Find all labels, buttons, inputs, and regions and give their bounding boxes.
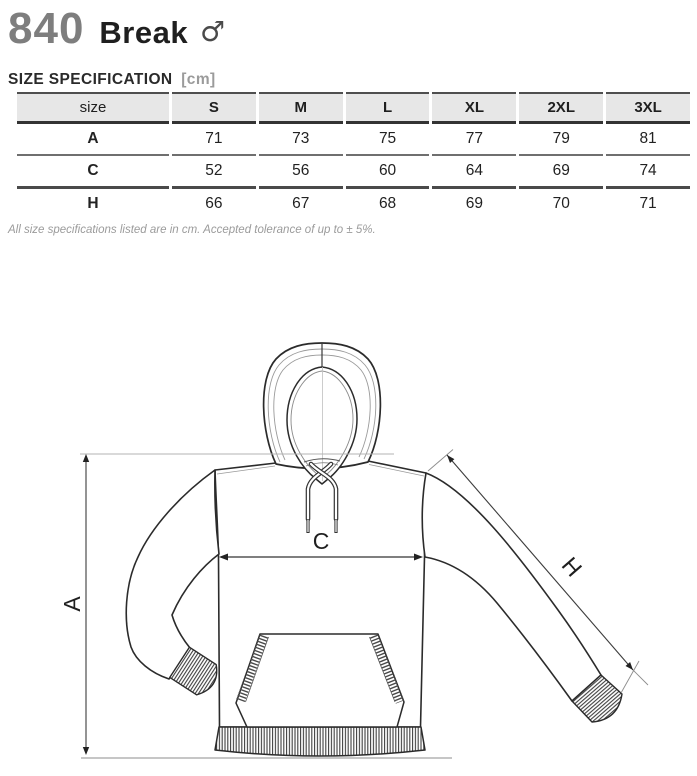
dimension-h-overshoot xyxy=(633,670,648,685)
dimension-a-arrow-up xyxy=(83,454,89,462)
size-value-cell: 66 xyxy=(205,195,223,212)
size-value-cell: 67 xyxy=(292,195,310,212)
right-sleeve-outline xyxy=(422,473,601,701)
size-value-cell: 70 xyxy=(552,195,570,212)
product-code: 840 xyxy=(8,4,85,53)
size-table-header-row xyxy=(17,92,690,124)
size-value-cell: 73 xyxy=(259,124,343,156)
dimension-a xyxy=(59,454,89,755)
kangaroo-pocket xyxy=(236,634,404,727)
size-value-cell: 74 xyxy=(606,156,690,189)
size-value-cell: 81 xyxy=(606,124,690,156)
row-label: A xyxy=(17,124,169,156)
column-header-xl: XL xyxy=(432,92,516,124)
column-header-m: M xyxy=(259,92,343,124)
hood xyxy=(264,343,381,484)
column-header-3xl: 3XL xyxy=(606,92,690,124)
left-sleeve-outline xyxy=(126,470,219,679)
page-title xyxy=(8,4,225,54)
dimension-label-c: C xyxy=(312,528,330,554)
size-value-cell: 71 xyxy=(172,124,256,156)
male-gender-icon: ♂ xyxy=(200,15,226,48)
size-value-cell: 75 xyxy=(346,124,430,156)
hoodie-technical-drawing xyxy=(0,330,697,776)
size-value-cell: 69 xyxy=(519,156,603,189)
size-value-cell: 69 xyxy=(465,195,484,212)
size-value-cell: 71 xyxy=(639,195,657,212)
size-value-cell: 60 xyxy=(346,156,430,189)
section-title-text: SIZE SPECIFICATION xyxy=(8,71,173,88)
column-header-l: L xyxy=(346,92,430,124)
table-row-c xyxy=(17,156,690,189)
product-name: Break xyxy=(99,15,189,50)
size-value-cell: 68 xyxy=(378,195,397,212)
column-header-s: S xyxy=(172,92,256,124)
row-label: C xyxy=(17,156,169,189)
size-value-cell: 77 xyxy=(432,124,516,156)
section-title xyxy=(8,71,216,89)
size-table xyxy=(14,92,693,219)
table-row-a xyxy=(17,124,690,156)
size-value-cell: 56 xyxy=(259,156,343,189)
row-label: H xyxy=(87,195,99,212)
tolerance-note: All size specifications listed are in cm. Accepted tolerance of up to ± 5%. xyxy=(8,224,376,236)
size-value-cell: 64 xyxy=(432,156,516,189)
dimension-label-a: A xyxy=(59,596,85,612)
size-value-cell: 79 xyxy=(519,124,603,156)
waistband-rib xyxy=(215,727,425,756)
dimension-label-h: H xyxy=(556,551,588,582)
unit-label: [cm] xyxy=(181,71,216,88)
dimension-a-arrow-down xyxy=(83,747,89,755)
column-header-2xl: 2XL xyxy=(519,92,603,124)
table-row-h xyxy=(17,189,690,219)
size-value-cell: 52 xyxy=(172,156,256,189)
column-header-size: size xyxy=(17,92,169,124)
